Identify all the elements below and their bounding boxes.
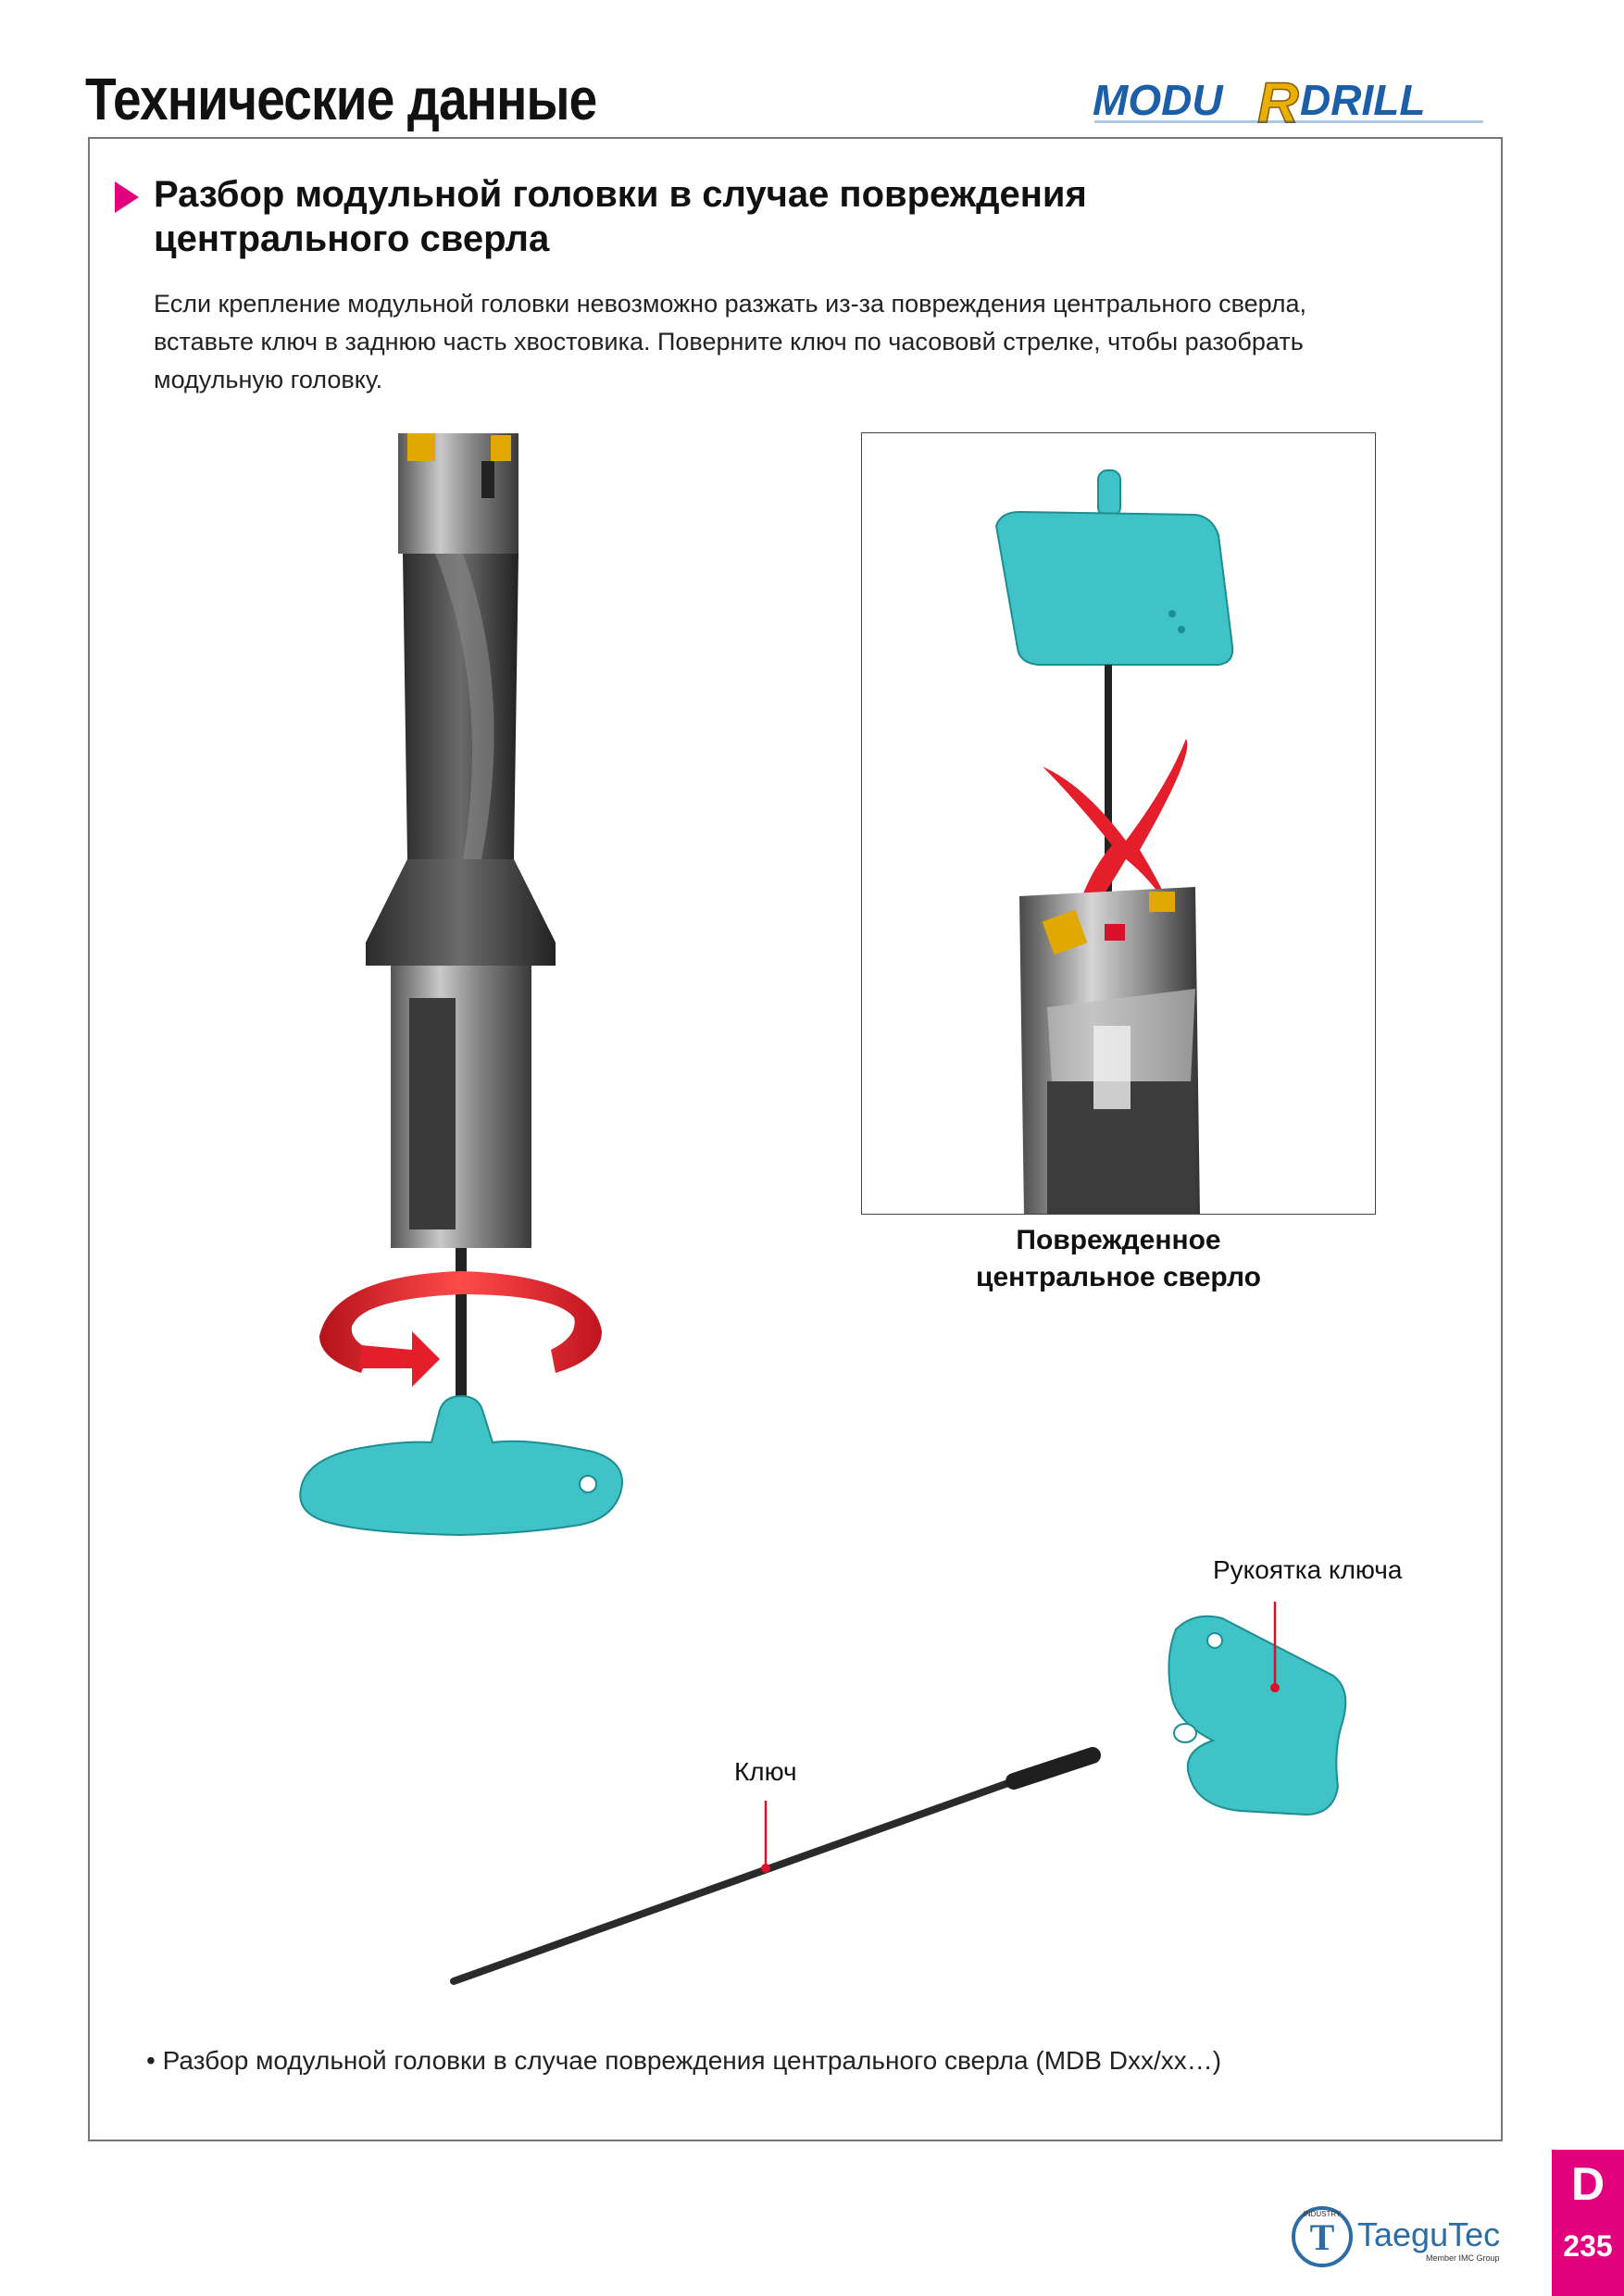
intro-line1: Если крепление модульной головки невозможно разжать из-за повреждения центрального сверла,: [154, 290, 1307, 318]
insert-left: [407, 433, 435, 461]
section-title-line1: Разбор модульной головки в случае повреждения: [154, 174, 1087, 215]
svg-text:T: T: [1309, 2216, 1335, 2258]
insert-right: [491, 435, 511, 461]
brand-tagline: Member IMC Group: [1426, 2253, 1500, 2263]
logo-text-2: DRILL: [1300, 76, 1426, 124]
damaged-drill-illustration: [862, 433, 1376, 1215]
drill-collar: [366, 859, 556, 966]
key-shaft: [456, 1248, 467, 1396]
logo-text-1: MODU: [1093, 76, 1223, 124]
damaged-drill-caption: [861, 1222, 1376, 1296]
intro-line3: модульную головку.: [154, 366, 383, 393]
section-title-line2: центрального сверла: [154, 218, 550, 259]
logo-text-r: R: [1257, 71, 1299, 131]
page-number: 235: [1563, 2229, 1613, 2263]
caption-line2: центральное сверло: [976, 1262, 1261, 1292]
caption-line1: Поврежденное: [1016, 1225, 1221, 1255]
drill-with-key-illustration: [250, 415, 713, 1591]
damaged-drill-illustration-box: [861, 432, 1376, 1215]
key-handle: [300, 1396, 622, 1535]
section-marker-icon: [115, 181, 139, 213]
t-key-handle: [996, 512, 1232, 665]
brand-seal: INDUSTRY: [1303, 2210, 1342, 2218]
key-handle-part: [1168, 1616, 1345, 1815]
label-key-handle: Рукоятка ключа: [1213, 1555, 1403, 1584]
taegutec-logo: [1287, 2196, 1537, 2270]
intro-paragraph: [154, 285, 1450, 399]
section-title: [154, 172, 1357, 261]
brand-name: TaeguTec: [1357, 2215, 1501, 2253]
broken-center-drill: [1105, 924, 1125, 941]
footnote: • Разбор модульной головки в случае повреждения центрального сверла (MDB Dxx/xx…): [146, 2046, 1222, 2075]
section-letter: D: [1570, 2158, 1605, 2210]
key-rod: [454, 1779, 1018, 1981]
label-key: Ключ: [734, 1757, 797, 1786]
page-tab: [1552, 2150, 1624, 2296]
page-title: Технические данные: [85, 66, 597, 132]
key-parts-illustration: [407, 1537, 1426, 2055]
modurdrill-logo: [1085, 67, 1511, 131]
intro-line2: вставьте ключ в заднюю часть хвостовика. Поверните ключ по часововй стрелке, чтобы разобрать: [154, 328, 1304, 356]
